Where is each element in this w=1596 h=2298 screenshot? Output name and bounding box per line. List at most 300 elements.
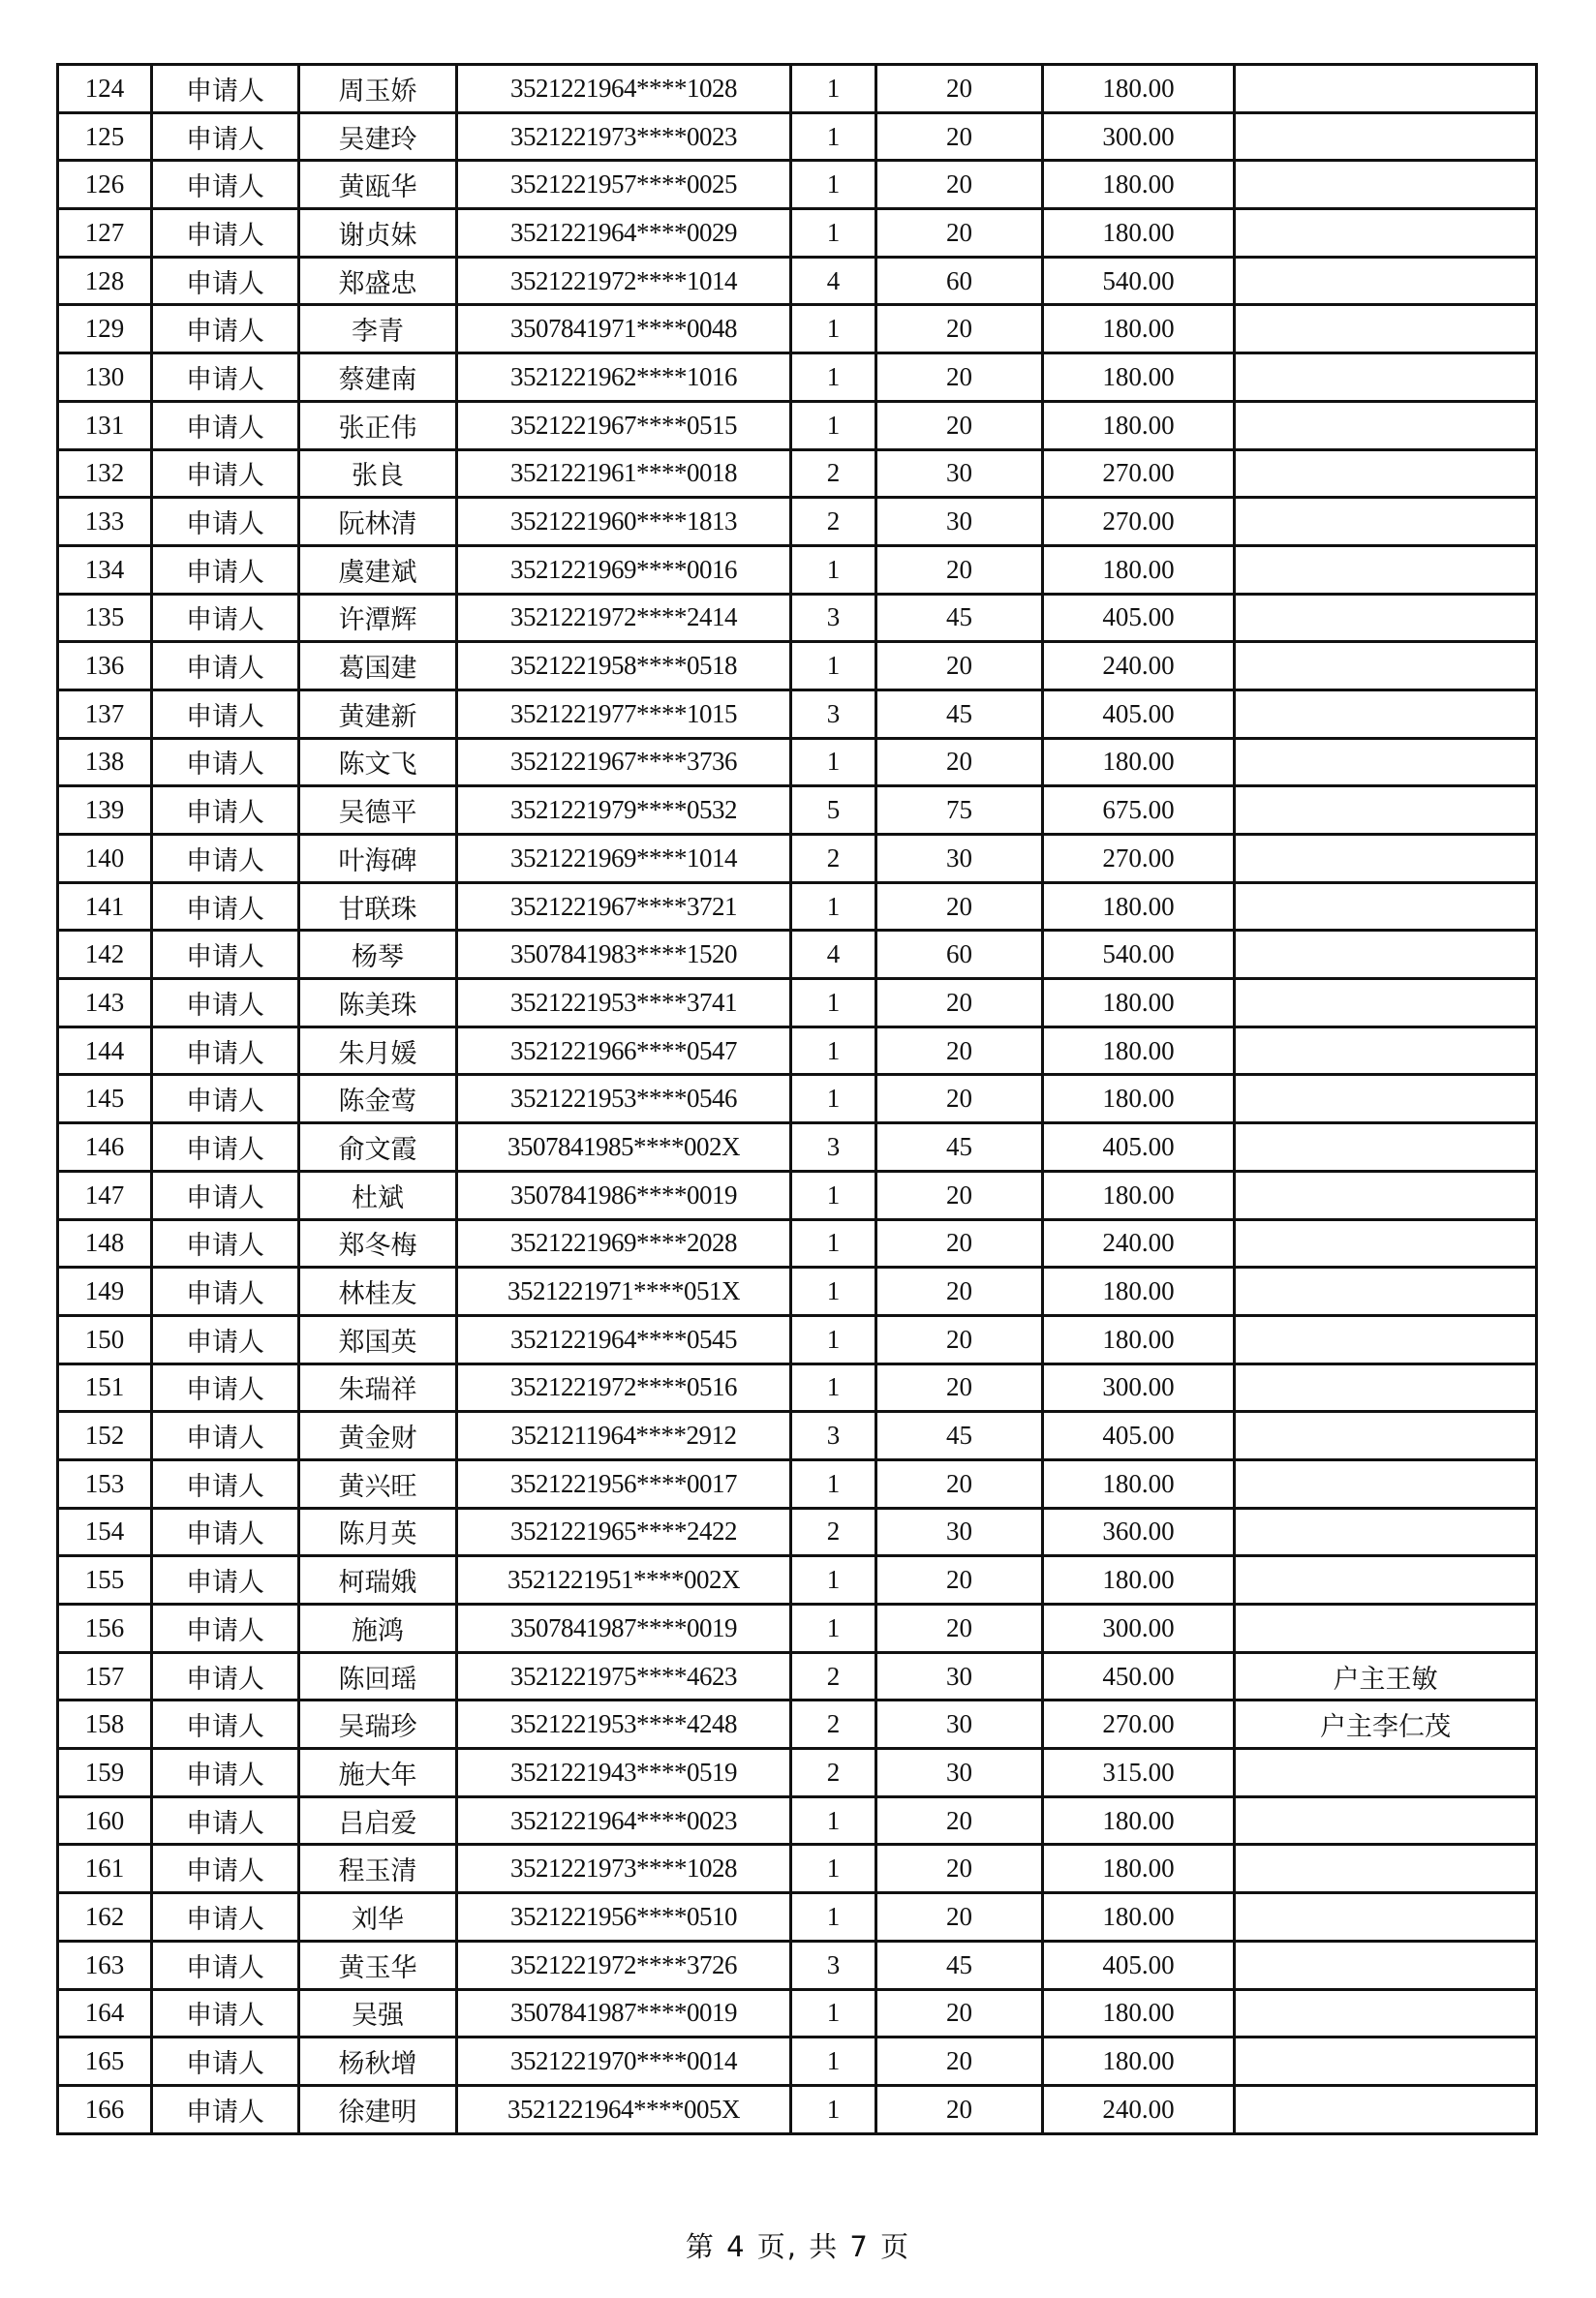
table-row: [58, 305, 1537, 353]
table-row: [58, 112, 1537, 161]
area-cell: 20: [876, 1893, 1043, 1942]
note-cell: [1235, 979, 1537, 1027]
name-cell: 朱月媛: [299, 1026, 457, 1075]
id-number-cell: 3521221961****0018: [457, 449, 791, 498]
row-number-cell: 144: [58, 1026, 152, 1075]
note-cell: [1235, 305, 1537, 353]
applicant-table: [56, 63, 1538, 2135]
row-number-cell: 146: [58, 1123, 152, 1172]
role-cell: 申请人: [152, 1652, 299, 1701]
id-number-cell: 3521221958****0518: [457, 642, 791, 690]
amount-cell: 180.00: [1043, 1026, 1235, 1075]
name-cell: 陈美珠: [299, 979, 457, 1027]
row-number-cell: 143: [58, 979, 152, 1027]
role-cell: 申请人: [152, 1556, 299, 1605]
id-number-cell: 3521221953****3741: [457, 979, 791, 1027]
area-cell: 20: [876, 401, 1043, 449]
area-cell: 60: [876, 931, 1043, 979]
note-cell: [1235, 1796, 1537, 1845]
name-cell: 郑国英: [299, 1315, 457, 1363]
table-row: [58, 1123, 1537, 1172]
role-cell: 申请人: [152, 1171, 299, 1219]
role-cell: 申请人: [152, 1701, 299, 1749]
amount-cell: 300.00: [1043, 1363, 1235, 1412]
role-cell: 申请人: [152, 1893, 299, 1942]
persons-count-cell: 1: [791, 65, 876, 113]
role-cell: 申请人: [152, 1219, 299, 1268]
row-number-cell: 133: [58, 498, 152, 546]
persons-count-cell: 1: [791, 1075, 876, 1123]
role-cell: 申请人: [152, 2085, 299, 2133]
area-cell: 20: [876, 1845, 1043, 1893]
table-row: [58, 353, 1537, 402]
id-number-cell: 3507841985****002X: [457, 1123, 791, 1172]
name-cell: 葛国建: [299, 642, 457, 690]
area-cell: 20: [876, 738, 1043, 786]
amount-cell: 180.00: [1043, 979, 1235, 1027]
persons-count-cell: 1: [791, 979, 876, 1027]
role-cell: 申请人: [152, 1268, 299, 1316]
role-cell: 申请人: [152, 498, 299, 546]
role-cell: 申请人: [152, 1796, 299, 1845]
amount-cell: 360.00: [1043, 1508, 1235, 1556]
amount-cell: 180.00: [1043, 1796, 1235, 1845]
row-number-cell: 134: [58, 545, 152, 594]
table-row: [58, 257, 1537, 305]
table-row: [58, 209, 1537, 258]
note-cell: [1235, 2085, 1537, 2133]
row-number-cell: 138: [58, 738, 152, 786]
table-row: [58, 1219, 1537, 1268]
area-cell: 20: [876, 209, 1043, 258]
area-cell: 20: [876, 545, 1043, 594]
role-cell: 申请人: [152, 786, 299, 835]
area-cell: 45: [876, 1941, 1043, 1989]
note-cell: [1235, 257, 1537, 305]
persons-count-cell: 1: [791, 2038, 876, 2086]
persons-count-cell: 1: [791, 545, 876, 594]
table-row: [58, 1845, 1537, 1893]
note-cell: [1235, 1749, 1537, 1797]
persons-count-cell: 3: [791, 1941, 876, 1989]
name-cell: 杜斌: [299, 1171, 457, 1219]
note-cell: [1235, 353, 1537, 402]
id-number-cell: 3521221969****1014: [457, 835, 791, 883]
id-number-cell: 3521221972****1014: [457, 257, 791, 305]
persons-count-cell: 3: [791, 1412, 876, 1460]
note-cell: [1235, 1219, 1537, 1268]
role-cell: 申请人: [152, 1459, 299, 1508]
persons-count-cell: 1: [791, 1845, 876, 1893]
role-cell: 申请人: [152, 1026, 299, 1075]
id-number-cell: 3521221975****4623: [457, 1652, 791, 1701]
table-row: [58, 1893, 1537, 1942]
id-number-cell: 3521211964****2912: [457, 1412, 791, 1460]
role-cell: 申请人: [152, 1123, 299, 1172]
id-number-cell: 3521221972****2414: [457, 594, 791, 642]
name-cell: 吴建玲: [299, 112, 457, 161]
amount-cell: 180.00: [1043, 305, 1235, 353]
amount-cell: 180.00: [1043, 1268, 1235, 1316]
amount-cell: 270.00: [1043, 1701, 1235, 1749]
amount-cell: 240.00: [1043, 2085, 1235, 2133]
amount-cell: 180.00: [1043, 882, 1235, 931]
table-row: [58, 1171, 1537, 1219]
id-number-cell: 3521221979****0532: [457, 786, 791, 835]
row-number-cell: 151: [58, 1363, 152, 1412]
row-number-cell: 124: [58, 65, 152, 113]
area-cell: 20: [876, 882, 1043, 931]
id-number-cell: 3521221973****0023: [457, 112, 791, 161]
note-cell: [1235, 1268, 1537, 1316]
area-cell: 60: [876, 257, 1043, 305]
area-cell: 30: [876, 1749, 1043, 1797]
persons-count-cell: 1: [791, 161, 876, 209]
note-cell: [1235, 1171, 1537, 1219]
name-cell: 黄兴旺: [299, 1459, 457, 1508]
area-cell: 20: [876, 1556, 1043, 1605]
table-row: [58, 1508, 1537, 1556]
area-cell: 20: [876, 979, 1043, 1027]
table-row: [58, 65, 1537, 113]
area-cell: 20: [876, 1605, 1043, 1653]
note-cell: [1235, 112, 1537, 161]
name-cell: 黄玉华: [299, 1941, 457, 1989]
id-number-cell: 3521221967****3736: [457, 738, 791, 786]
persons-count-cell: 2: [791, 449, 876, 498]
name-cell: 施大年: [299, 1749, 457, 1797]
amount-cell: 180.00: [1043, 353, 1235, 402]
row-number-cell: 128: [58, 257, 152, 305]
area-cell: 20: [876, 1219, 1043, 1268]
note-cell: [1235, 401, 1537, 449]
row-number-cell: 140: [58, 835, 152, 883]
amount-cell: 540.00: [1043, 257, 1235, 305]
note-cell: [1235, 1363, 1537, 1412]
name-cell: 吴瑞珍: [299, 1701, 457, 1749]
table-row: [58, 1652, 1537, 1701]
name-cell: 张正伟: [299, 401, 457, 449]
name-cell: 徐建明: [299, 2085, 457, 2133]
role-cell: 申请人: [152, 353, 299, 402]
role-cell: 申请人: [152, 257, 299, 305]
table-row: [58, 401, 1537, 449]
id-number-cell: 3521221943****0519: [457, 1749, 791, 1797]
id-number-cell: 3521221977****1015: [457, 689, 791, 738]
amount-cell: 450.00: [1043, 1652, 1235, 1701]
row-number-cell: 152: [58, 1412, 152, 1460]
role-cell: 申请人: [152, 979, 299, 1027]
note-cell: [1235, 1508, 1537, 1556]
role-cell: 申请人: [152, 1315, 299, 1363]
name-cell: 许潭辉: [299, 594, 457, 642]
area-cell: 20: [876, 2085, 1043, 2133]
id-number-cell: 3521221956****0017: [457, 1459, 791, 1508]
page-number: 第 4 页, 共 7 页: [685, 2230, 911, 2263]
area-cell: 20: [876, 1171, 1043, 1219]
amount-cell: 180.00: [1043, 1075, 1235, 1123]
role-cell: 申请人: [152, 1605, 299, 1653]
persons-count-cell: 2: [791, 835, 876, 883]
row-number-cell: 130: [58, 353, 152, 402]
area-cell: 20: [876, 1363, 1043, 1412]
id-number-cell: 3521221969****0016: [457, 545, 791, 594]
amount-cell: 540.00: [1043, 931, 1235, 979]
role-cell: 申请人: [152, 1075, 299, 1123]
name-cell: 叶海碑: [299, 835, 457, 883]
table-row: [58, 1315, 1537, 1363]
id-number-cell: 3521221964****0023: [457, 1796, 791, 1845]
area-cell: 75: [876, 786, 1043, 835]
note-cell: [1235, 1556, 1537, 1605]
persons-count-cell: 1: [791, 1268, 876, 1316]
role-cell: 申请人: [152, 449, 299, 498]
table-row: [58, 2085, 1537, 2133]
table-row: [58, 1363, 1537, 1412]
role-cell: 申请人: [152, 1412, 299, 1460]
area-cell: 45: [876, 1123, 1043, 1172]
area-cell: 20: [876, 642, 1043, 690]
note-cell: [1235, 1123, 1537, 1172]
row-number-cell: 164: [58, 1989, 152, 2038]
persons-count-cell: 1: [791, 882, 876, 931]
amount-cell: 180.00: [1043, 1171, 1235, 1219]
table-row: [58, 594, 1537, 642]
name-cell: 陈文飞: [299, 738, 457, 786]
role-cell: 申请人: [152, 594, 299, 642]
role-cell: 申请人: [152, 1989, 299, 2038]
id-number-cell: 3521221971****051X: [457, 1268, 791, 1316]
row-number-cell: 132: [58, 449, 152, 498]
persons-count-cell: 1: [791, 1556, 876, 1605]
amount-cell: 180.00: [1043, 161, 1235, 209]
name-cell: 黄金财: [299, 1412, 457, 1460]
name-cell: 李青: [299, 305, 457, 353]
table-row: [58, 2038, 1537, 2086]
name-cell: 吴德平: [299, 786, 457, 835]
amount-cell: 180.00: [1043, 1893, 1235, 1942]
area-cell: 45: [876, 1412, 1043, 1460]
area-cell: 20: [876, 1459, 1043, 1508]
persons-count-cell: 1: [791, 1026, 876, 1075]
persons-count-cell: 1: [791, 642, 876, 690]
area-cell: 20: [876, 1989, 1043, 2038]
name-cell: 甘联珠: [299, 882, 457, 931]
note-cell: [1235, 931, 1537, 979]
amount-cell: 180.00: [1043, 65, 1235, 113]
row-number-cell: 141: [58, 882, 152, 931]
area-cell: 30: [876, 1701, 1043, 1749]
row-number-cell: 153: [58, 1459, 152, 1508]
row-number-cell: 150: [58, 1315, 152, 1363]
persons-count-cell: 1: [791, 1219, 876, 1268]
area-cell: 20: [876, 1026, 1043, 1075]
row-number-cell: 136: [58, 642, 152, 690]
amount-cell: 675.00: [1043, 786, 1235, 835]
id-number-cell: 3521221967****3721: [457, 882, 791, 931]
row-number-cell: 142: [58, 931, 152, 979]
role-cell: 申请人: [152, 209, 299, 258]
table-row: [58, 1075, 1537, 1123]
table-row: [58, 931, 1537, 979]
id-number-cell: 3521221960****1813: [457, 498, 791, 546]
id-number-cell: 3507841987****0019: [457, 1605, 791, 1653]
role-cell: 申请人: [152, 738, 299, 786]
amount-cell: 405.00: [1043, 1941, 1235, 1989]
table-row: [58, 689, 1537, 738]
name-cell: 张良: [299, 449, 457, 498]
persons-count-cell: 2: [791, 1652, 876, 1701]
note-cell: [1235, 835, 1537, 883]
id-number-cell: 3507841971****0048: [457, 305, 791, 353]
persons-count-cell: 2: [791, 1701, 876, 1749]
name-cell: 柯瑞娥: [299, 1556, 457, 1605]
row-number-cell: 154: [58, 1508, 152, 1556]
amount-cell: 405.00: [1043, 594, 1235, 642]
amount-cell: 180.00: [1043, 1989, 1235, 2038]
table-row: [58, 1268, 1537, 1316]
area-cell: 20: [876, 1268, 1043, 1316]
name-cell: 程玉清: [299, 1845, 457, 1893]
persons-count-cell: 1: [791, 2085, 876, 2133]
role-cell: 申请人: [152, 882, 299, 931]
amount-cell: 180.00: [1043, 1459, 1235, 1508]
note-cell: [1235, 1026, 1537, 1075]
table-row: [58, 642, 1537, 690]
note-cell: [1235, 1989, 1537, 2038]
table-row: [58, 498, 1537, 546]
table-row: [58, 1412, 1537, 1460]
note-cell: [1235, 738, 1537, 786]
area-cell: 20: [876, 1075, 1043, 1123]
id-number-cell: 3521221969****2028: [457, 1219, 791, 1268]
area-cell: 30: [876, 1652, 1043, 1701]
name-cell: 俞文霞: [299, 1123, 457, 1172]
table-row: [58, 835, 1537, 883]
id-number-cell: 3521221964****1028: [457, 65, 791, 113]
amount-cell: 180.00: [1043, 1556, 1235, 1605]
amount-cell: 405.00: [1043, 1412, 1235, 1460]
persons-count-cell: 3: [791, 1123, 876, 1172]
name-cell: 陈月英: [299, 1508, 457, 1556]
table-row: [58, 1749, 1537, 1797]
area-cell: 20: [876, 65, 1043, 113]
amount-cell: 180.00: [1043, 545, 1235, 594]
name-cell: 谢贞妹: [299, 209, 457, 258]
id-number-cell: 3521221972****3726: [457, 1941, 791, 1989]
row-number-cell: 156: [58, 1605, 152, 1653]
name-cell: 周玉娇: [299, 65, 457, 113]
persons-count-cell: 1: [791, 1605, 876, 1653]
role-cell: 申请人: [152, 1845, 299, 1893]
name-cell: 蔡建南: [299, 353, 457, 402]
row-number-cell: 165: [58, 2038, 152, 2086]
name-cell: 郑盛忠: [299, 257, 457, 305]
row-number-cell: 162: [58, 1893, 152, 1942]
table-row: [58, 1459, 1537, 1508]
table-row: [58, 1701, 1537, 1749]
name-cell: 吕启爱: [299, 1796, 457, 1845]
persons-count-cell: 2: [791, 498, 876, 546]
amount-cell: 180.00: [1043, 401, 1235, 449]
note-cell: [1235, 1315, 1537, 1363]
note-cell: [1235, 689, 1537, 738]
amount-cell: 180.00: [1043, 1315, 1235, 1363]
persons-count-cell: 1: [791, 1989, 876, 2038]
area-cell: 20: [876, 2038, 1043, 2086]
persons-count-cell: 2: [791, 1749, 876, 1797]
row-number-cell: 160: [58, 1796, 152, 1845]
amount-cell: 405.00: [1043, 1123, 1235, 1172]
id-number-cell: 3521221965****2422: [457, 1508, 791, 1556]
row-number-cell: 126: [58, 161, 152, 209]
role-cell: 申请人: [152, 545, 299, 594]
note-cell: [1235, 498, 1537, 546]
id-number-cell: 3521221973****1028: [457, 1845, 791, 1893]
area-cell: 20: [876, 1315, 1043, 1363]
persons-count-cell: 1: [791, 305, 876, 353]
role-cell: 申请人: [152, 642, 299, 690]
note-cell: [1235, 1893, 1537, 1942]
persons-count-cell: 1: [791, 209, 876, 258]
note-cell: 户主李仁茂: [1235, 1701, 1537, 1749]
amount-cell: 300.00: [1043, 1605, 1235, 1653]
persons-count-cell: 3: [791, 594, 876, 642]
table-row: [58, 738, 1537, 786]
note-cell: [1235, 1412, 1537, 1460]
row-number-cell: 166: [58, 2085, 152, 2133]
persons-count-cell: 3: [791, 689, 876, 738]
amount-cell: 180.00: [1043, 209, 1235, 258]
name-cell: 朱瑞祥: [299, 1363, 457, 1412]
id-number-cell: 3521221957****0025: [457, 161, 791, 209]
name-cell: 虞建斌: [299, 545, 457, 594]
amount-cell: 300.00: [1043, 112, 1235, 161]
name-cell: 陈回瑶: [299, 1652, 457, 1701]
table-row: [58, 1026, 1537, 1075]
id-number-cell: 3521221966****0547: [457, 1026, 791, 1075]
id-number-cell: 3521221964****005X: [457, 2085, 791, 2133]
name-cell: 黄瓯华: [299, 161, 457, 209]
id-number-cell: 3521221970****0014: [457, 2038, 791, 2086]
note-cell: [1235, 545, 1537, 594]
row-number-cell: 145: [58, 1075, 152, 1123]
area-cell: 20: [876, 353, 1043, 402]
note-cell: [1235, 161, 1537, 209]
name-cell: 刘华: [299, 1893, 457, 1942]
name-cell: 郑冬梅: [299, 1219, 457, 1268]
area-cell: 45: [876, 689, 1043, 738]
persons-count-cell: 1: [791, 353, 876, 402]
persons-count-cell: 4: [791, 931, 876, 979]
amount-cell: 405.00: [1043, 689, 1235, 738]
role-cell: 申请人: [152, 112, 299, 161]
row-number-cell: 157: [58, 1652, 152, 1701]
persons-count-cell: 1: [791, 1893, 876, 1942]
note-cell: [1235, 449, 1537, 498]
amount-cell: 180.00: [1043, 738, 1235, 786]
table-row: [58, 545, 1537, 594]
row-number-cell: 149: [58, 1268, 152, 1316]
amount-cell: 270.00: [1043, 835, 1235, 883]
table-row: [58, 786, 1537, 835]
persons-count-cell: 2: [791, 1508, 876, 1556]
amount-cell: 240.00: [1043, 642, 1235, 690]
note-cell: [1235, 882, 1537, 931]
row-number-cell: 159: [58, 1749, 152, 1797]
table-row: [58, 449, 1537, 498]
id-number-cell: 3507841987****0019: [457, 1989, 791, 2038]
